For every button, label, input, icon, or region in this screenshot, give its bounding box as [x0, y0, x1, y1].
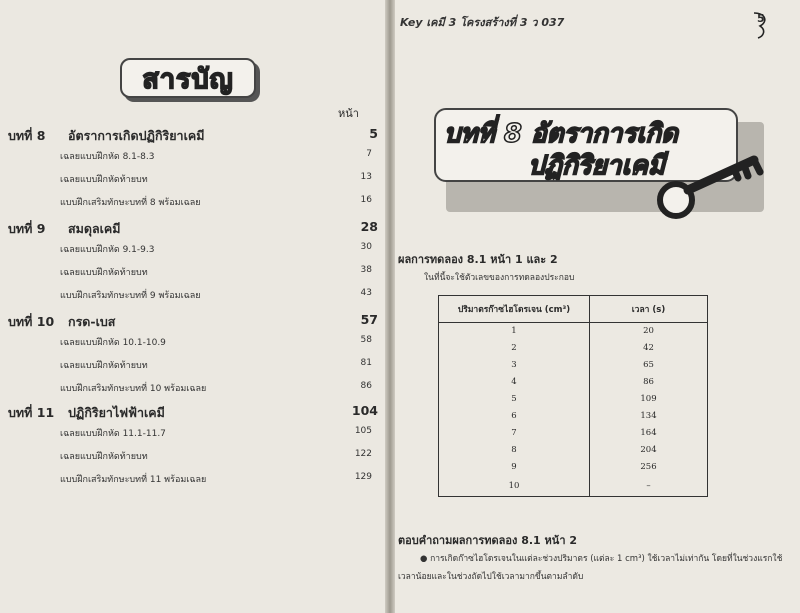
toc-item-page: 43: [360, 288, 372, 298]
toc-item-text: แบบฝึกเสริมทักษะบทที่ 8 พร้อมเฉลย: [60, 198, 201, 208]
toc-item[interactable]: [8, 378, 378, 401]
answer-heading: ตอบคำถามผลการทดลอง 8.1 หน้า 2: [398, 534, 577, 547]
toc-item-page: 58: [360, 335, 372, 345]
volume-cell: 1: [439, 323, 590, 340]
chapter-row[interactable]: [8, 403, 378, 423]
toc-item-text: แบบฝึกเสริมทักษะบทที่ 9 พร้อมเฉลย: [60, 291, 201, 301]
results-table: [438, 295, 708, 497]
volume-cell: 5: [439, 391, 590, 408]
chapter-title-line1: บทที่ 8 อัตราการเกิด: [444, 119, 678, 149]
volume-cell: 10: [439, 475, 590, 497]
toc-item[interactable]: [8, 146, 378, 169]
running-header: Key เคมี 3 โครงสร้างที่ 3 ว 037: [400, 16, 565, 29]
toc-chapter-9: [8, 219, 378, 308]
toc-item-text: เฉลยแบบฝึกหัดท้ายบท: [60, 268, 148, 278]
volume-cell: 9: [439, 458, 590, 475]
volume-cell: 4: [439, 374, 590, 391]
toc-chapter-10: [8, 312, 378, 401]
toc-item[interactable]: [8, 423, 378, 446]
time-cell: 86: [590, 374, 708, 391]
chapter-label: บทที่ 9: [8, 221, 46, 236]
time-cell: 65: [590, 357, 708, 374]
table-row: [439, 475, 708, 497]
chapter-page: 28: [360, 219, 378, 234]
time-cell: 42: [590, 340, 708, 357]
time-cell: 164: [590, 424, 708, 441]
answer-text-line2: เวลาน้อยและในช่วงถัดไปใช้เวลามากขึ้นตามลำดับ: [398, 572, 584, 582]
table-row: [439, 391, 708, 408]
toc-chapter-8: [8, 126, 378, 215]
toc-item[interactable]: [8, 262, 378, 285]
toc-chapter-11: [8, 403, 378, 492]
volume-cell: 2: [439, 340, 590, 357]
toc-item-page: 81: [360, 358, 372, 368]
volume-cell: 8: [439, 441, 590, 458]
page-number: 5: [757, 12, 765, 25]
table-row: [439, 323, 708, 340]
volume-cell: 6: [439, 407, 590, 424]
chapter-name: ปฏิกิริยาไฟฟ้าเคมี: [68, 405, 165, 420]
toc-item[interactable]: [8, 446, 378, 469]
toc-item-page: 105: [354, 426, 372, 436]
toc-item-text: เฉลยแบบฝึกหัดท้ายบท: [60, 175, 148, 185]
toc-item[interactable]: [8, 285, 378, 308]
toc-item-text: เฉลยแบบฝึกหัดท้ายบท: [60, 361, 148, 371]
col-volume-header: ปริมาตรก๊าซไฮโดรเจน (cm³): [439, 296, 590, 323]
table-row: [439, 374, 708, 391]
chapter-row[interactable]: [8, 126, 378, 146]
chapter-name: สมดุลเคมี: [68, 221, 121, 236]
chapter-page: 104: [351, 403, 378, 418]
toc-item[interactable]: [8, 469, 378, 492]
toc-item-text: เฉลยแบบฝึกหัด 9.1-9.3: [60, 245, 155, 255]
chapter-page: 5: [369, 126, 378, 141]
toc-item-text: เฉลยแบบฝึกหัด 11.1-11.7: [60, 429, 166, 439]
chapter-label: บทที่ 8: [8, 128, 46, 143]
time-cell: 256: [590, 458, 708, 475]
toc-title: สารบัญ: [142, 63, 234, 95]
time-cell: 204: [590, 441, 708, 458]
volume-cell: 3: [439, 357, 590, 374]
toc-item-text: เฉลยแบบฝึกหัดท้ายบท: [60, 452, 148, 462]
toc-item-text: เฉลยแบบฝึกหัด 8.1-8.3: [60, 152, 155, 162]
table-row: [439, 340, 708, 357]
time-cell: 109: [590, 391, 708, 408]
chapter-title-line2: ปฏิกิริยาเคมี: [528, 151, 665, 181]
chapter-label: บทที่ 11: [8, 405, 55, 420]
toc-item-text: เฉลยแบบฝึกหัด 10.1-10.9: [60, 338, 166, 348]
toc-item-text: แบบฝึกเสริมทักษะบทที่ 11 พร้อมเฉลย: [60, 475, 207, 485]
toc-item-page: 122: [354, 449, 372, 459]
toc-item[interactable]: [8, 169, 378, 192]
time-cell: 20: [590, 323, 708, 340]
toc-item-page: 86: [360, 381, 372, 391]
chapter-name: กรด-เบส: [68, 314, 116, 329]
book-gutter: [385, 0, 395, 613]
experiment-note: ในที่นี้จะใช้ตัวเลขของการทดลองประกอบ: [424, 273, 575, 283]
chapter-row[interactable]: [8, 312, 378, 332]
toc-item[interactable]: [8, 332, 378, 355]
answer-text-line1: ● การเกิดก๊าซไฮโดรเจนในแต่ละช่วงปริมาตร (แต่ละ 1 cm³) ใช้เวลาไม่เท่ากัน โดยที่ในช่วงแรกใช้: [420, 554, 783, 564]
table-row: [439, 407, 708, 424]
time-cell: 134: [590, 407, 708, 424]
chapter-page: 57: [360, 312, 378, 327]
table-row: [439, 441, 708, 458]
toc-item-page: 129: [354, 472, 372, 482]
toc-item-page: 13: [360, 172, 372, 182]
table-row: [439, 424, 708, 441]
table-row: [439, 458, 708, 475]
table-header-row: [439, 296, 708, 323]
table-row: [439, 357, 708, 374]
toc-item-text: แบบฝึกเสริมทักษะบทที่ 10 พร้อมเฉลย: [60, 384, 207, 394]
toc-item[interactable]: [8, 239, 378, 262]
time-cell: –: [590, 475, 708, 497]
chapter-label: บทที่ 10: [8, 314, 55, 329]
toc-item-page: 30: [360, 242, 372, 252]
volume-cell: 7: [439, 424, 590, 441]
experiment-heading: ผลการทดลอง 8.1 หน้า 1 และ 2: [398, 253, 558, 266]
chapter-name: อัตราการเกิดปฏิกิริยาเคมี: [68, 128, 205, 143]
col-time-header: เวลา (s): [590, 296, 708, 323]
toc-item-page: 16: [360, 195, 372, 205]
toc-item[interactable]: [8, 192, 378, 215]
toc-item-page: 7: [366, 149, 372, 159]
page-column-label: หน้า: [338, 107, 359, 120]
chapter-row[interactable]: [8, 219, 378, 239]
toc-item-page: 38: [360, 265, 372, 275]
toc-title-box: [120, 58, 256, 98]
toc-item[interactable]: [8, 355, 378, 378]
key-icon: [656, 148, 776, 220]
